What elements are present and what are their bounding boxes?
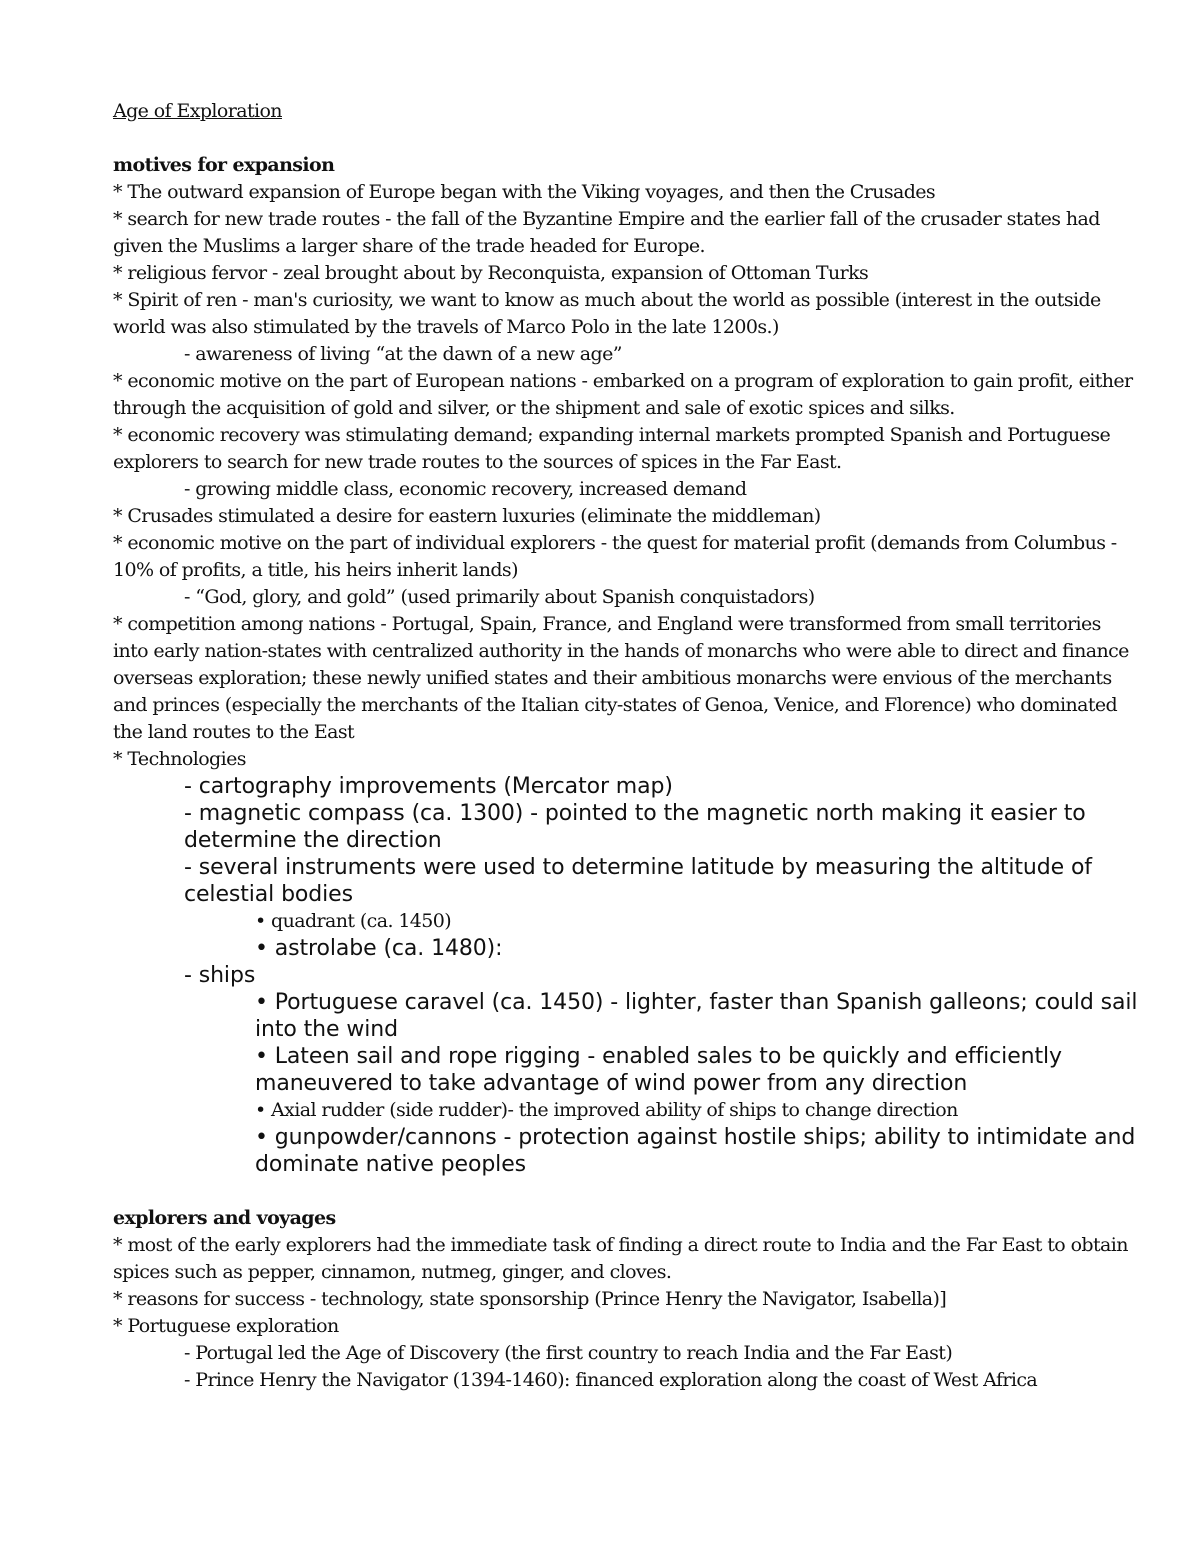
technology-bullet: • gunpowder/cannons - protection against hostile ships; ability to intimidate and dominate native peoples [255,1125,1136,1177]
technology-bullet: • Lateen sail and rope rigging - enabled sales to be quickly and efficiently maneuvered to take advantage of wind power from any direction [255,1044,1062,1096]
motive-subline: - growing middle class, economic recovery, increased demand [184,478,747,500]
motive-line: * economic motive on the part of European nations - embarked on a program of exploration to gain profit, either through the acquisition of gold and silver, or the shipment and sale of exotic spices and silks. [113,370,1133,419]
motive-line: * religious fervor - zeal brought about by Reconquista, expansion of Ottoman Turks [113,262,869,284]
technology-bullet: • astrolabe (ca. 1480): [255,936,503,961]
explorer-line: * Portuguese exploration [113,1315,339,1337]
document-title: Age of Exploration [113,100,282,122]
technology-bullet: • quadrant (ca. 1450) [255,910,452,932]
section-gap [113,1178,1140,1205]
motive-line: * Technologies [113,748,246,770]
section-heading-motives: motives for expansion [113,154,335,176]
explorer-subline: - Portugal led the Age of Discovery (the first country to reach India and the Far East) [184,1342,953,1364]
technology-item: - cartography improvements (Mercator map) [184,774,673,799]
technology-bullet: • Axial rudder (side rudder)- the improved ability of ships to change direction [255,1099,958,1121]
explorer-line: * reasons for success - technology, state sponsorship (Prince Henry the Navigator, Isabella)] [113,1288,947,1310]
technology-item: - several instruments were used to determine latitude by measuring the altitude of celestial bodies [184,855,1092,907]
section-heading-explorers: explorers and voyages [113,1207,336,1229]
explorer-subline: - Prince Henry the Navigator (1394-1460): financed exploration along the coast of West Africa [184,1369,1038,1391]
motive-line: * Crusades stimulated a desire for eastern luxuries (eliminate the middleman) [113,505,821,527]
technology-bullet: • Portuguese caravel (ca. 1450) - lighter, faster than Spanish galleons; could sail into the wind [255,990,1138,1042]
motive-line: * economic motive on the part of individual explorers - the quest for material profit (demands from Columbus - 10% of profits, a title, his heirs inherit lands) [113,532,1117,581]
motive-subline: - “God, glory, and gold” (used primarily about Spanish conquistadors) [184,586,815,608]
motive-line: * search for new trade routes - the fall of the Byzantine Empire and the earlier fall of the crusader states had given the Muslims a larger share of the trade headed for Europe. [113,208,1100,257]
motive-line: * Spirit of ren - man's curiosity, we want to know as much about the world as possible (interest in the outside world was also stimulated by the travels of Marco Polo in the late 1200s.) [113,289,1101,338]
motive-subline: - awareness of living “at the dawn of a new age” [184,343,622,365]
technology-item: - magnetic compass (ca. 1300) - pointed to the magnetic north making it easier to determine the direction [184,801,1086,853]
explorer-line: * most of the early explorers had the immediate task of finding a direct route to India and the Far East to obtain spices such as pepper, cinnamon, nutmeg, ginger, and cloves. [113,1234,1128,1283]
motive-line: * economic recovery was stimulating demand; expanding internal markets prompted Spanish and Portuguese explorers to search for new trade routes to the sources of spices in the Far East. [113,424,1111,473]
motive-line: * competition among nations - Portugal, Spain, France, and England were transformed from small territories into early nation-states with centralized authority in the hands of monarchs who were able to direct and finance overseas exploration; these newly unified states and their ambitious monarchs were envious of the merchants and princes (especially the merchants of the Italian city-states of Genoa, Venice, and Florence) who dominated the land routes to the East [113,613,1129,743]
technology-item: - ships [184,963,256,988]
motive-line: * The outward expansion of Europe began with the Viking voyages, and then the Crusades [113,181,936,203]
